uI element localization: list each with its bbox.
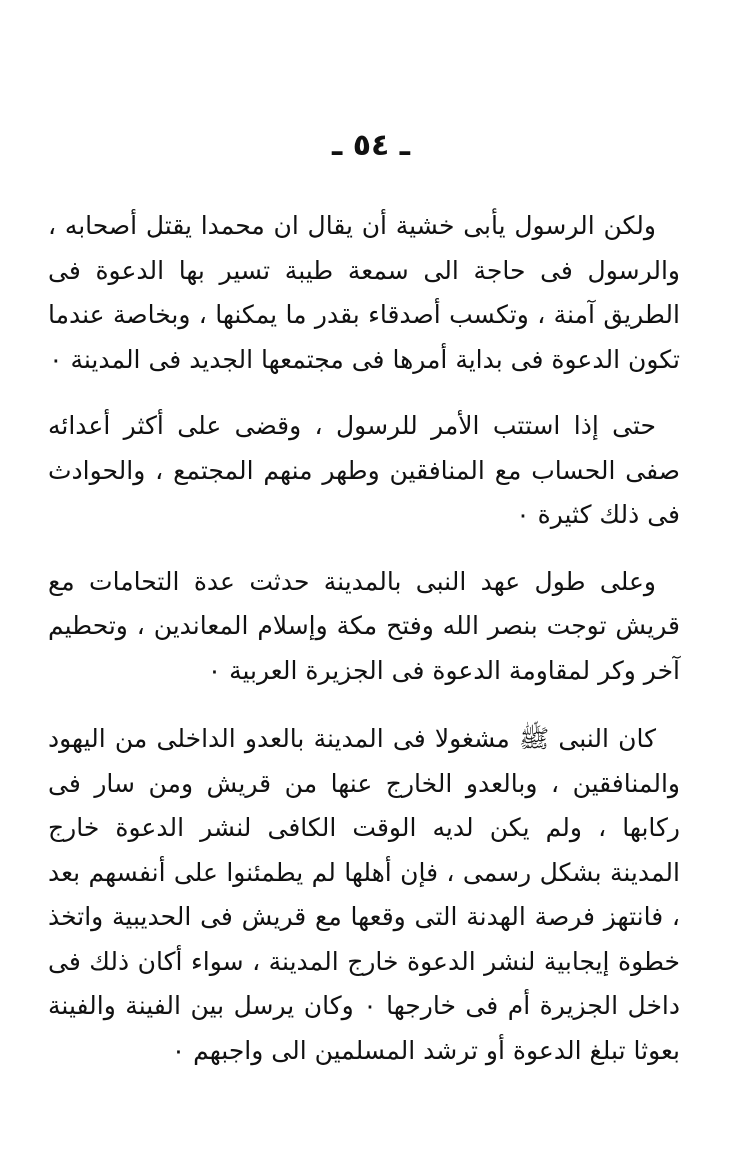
page-number: ـ ٥٤ ـ: [331, 128, 411, 163]
paragraph-1: ولكن الرسول يأبى خشية أن يقال ان محمدا يقتل أصحابه ، والرسول فى حاجة الى سمعة طيبة تسير بها الدعوة فى الطريق آمنة ، وتكسب أصدقاء بقدر ما يمكنها ، وبخاصة عندما تكون الدعوة فى بداية أمرها فى مجتمعها الجديد فى المدينة ٠: [48, 211, 680, 374]
paragraph-3: وعلى طول عهد النبى بالمدينة حدثت عدة التحامات مع قريش توجت بنصر الله وفتح مكة وإسلام المعاندين ، وتحطيم آخر وكر لمقاومة الدعوة فى الجزيرة العربية ٠: [48, 566, 680, 685]
paragraph-4: كان النبى ﷺ مشغولا فى المدينة بالعدو الداخلى من اليهود والمنافقين ، وبالعدو الخارج عنها من قريش ومن سار فى ركابها ، ولم يكن لديه الوقت الكافى لنشر الدعوة خارج المدينة بشكل رسمى ، فإن أهلها لم يطمئنوا على أنفسهم بعد ، فانتهز فرصة الهدنة التى وقعها مع قريش فى الحديبية واتخذ خطوة إيجابية لنشر الدعوة خارج المدينة ، سواء أكان ذلك فى داخل الجزيرة أم فى خارجها ٠ وكان يرسل بين الفينة والفينة بعوثا تبلغ الدعوة أو ترشد المسلمين الى واجبهم ٠: [48, 724, 681, 1065]
body-text: [48, 204, 680, 1095]
paragraph-2: حتى إذا استتب الأمر للرسول ، وقضى على أكثر أعدائه صفى الحساب مع المنافقين وطهر منهم المجتمع ، والحوادث فى ذلك كثيرة ٠: [48, 411, 680, 529]
